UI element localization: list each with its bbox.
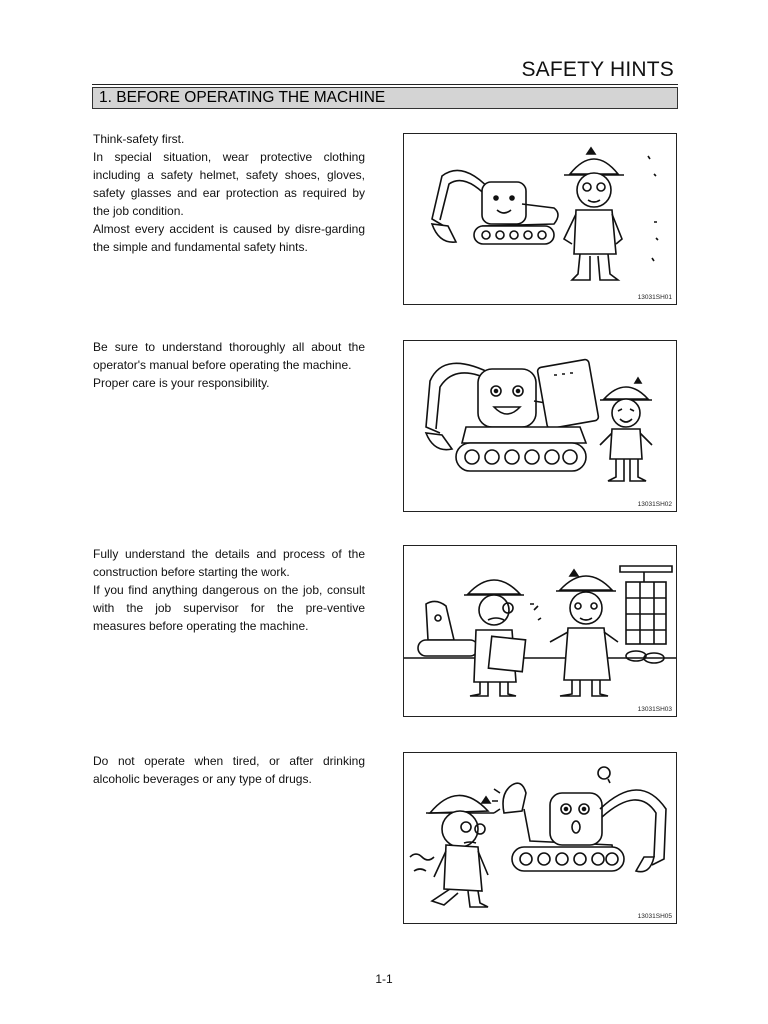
section-heading-bar <box>92 87 678 109</box>
block-3-figure-id: 13031SH03 <box>637 706 672 713</box>
page-title: SAFETY HINTS <box>521 58 674 81</box>
workers-consulting-illustration <box>404 546 676 716</box>
block-4-line-1: Do not operate when tired, or after drinking alcoholic beverages or any type of drugs. <box>93 754 365 786</box>
block-4-illustration <box>403 752 677 924</box>
block-3-line-1: Fully understand the details and process of the construction before starting the work. <box>93 547 365 579</box>
block-3-line-2: If you find anything dangerous on the job, consult with the job supervisor for the pre-ventive measures before operating the machine. <box>93 583 365 633</box>
excavator-reading-manual-illustration <box>404 341 676 511</box>
block-1-text <box>93 130 365 256</box>
block-2-line-1: Be sure to understand thoroughly all about the operator's manual before operating the machine. <box>93 340 365 372</box>
block-2-illustration <box>403 340 677 512</box>
block-4-figure-id: 13031SH05 <box>637 913 672 920</box>
block-2-figure-id: 13031SH02 <box>637 501 672 508</box>
page-number: 1-1 <box>375 972 393 986</box>
block-1-illustration <box>403 133 677 305</box>
block-1-line-1: Think-safety first. <box>93 132 185 146</box>
section-heading: 1. BEFORE OPERATING THE MACHINE <box>99 89 386 106</box>
tired-worker-illustration <box>404 753 676 923</box>
block-1-line-2: In special situation, wear protective clothing including a safety helmet, safety shoes, gloves, safety glasses and ear protection as required by the job condition. <box>93 150 365 218</box>
excavator-and-worker-illustration <box>404 134 676 304</box>
title-rule <box>92 84 678 85</box>
block-2-line-2: Proper care is your responsibility. <box>93 376 270 390</box>
block-4-text <box>93 752 365 788</box>
block-3-text <box>93 545 365 635</box>
block-3-illustration <box>403 545 677 717</box>
block-1-figure-id: 13031SH01 <box>637 294 672 301</box>
block-2-text <box>93 338 365 392</box>
block-1-line-3: Almost every accident is caused by disre-garding the simple and fundamental safety hints. <box>93 222 365 254</box>
